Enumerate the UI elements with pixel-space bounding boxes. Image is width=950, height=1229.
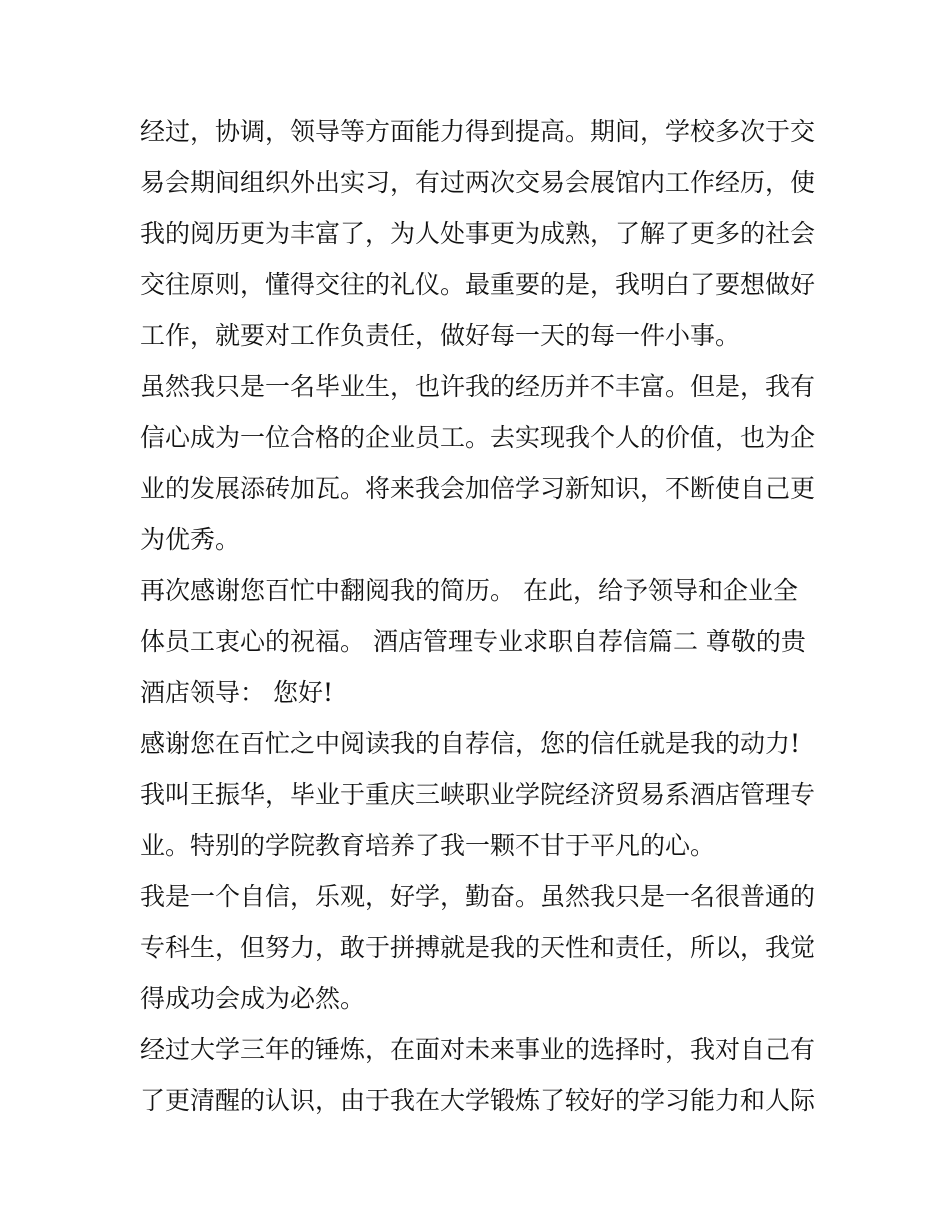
text-line: 虽然我只是一名毕业生，也许我的经历并不丰富。但是，我有 [140, 372, 816, 401]
text-line: 业的发展添砖加瓦。将来我会加倍学习新知识，不断使自己更 [140, 474, 816, 503]
text-line: 交往原则，懂得交往的礼仪。最重要的是，我明白了要想做好 [140, 270, 816, 299]
text-line: 我是一个自信，乐观，好学，勤奋。虽然我只是一名很普通的 [140, 882, 816, 911]
text-line: 再次感谢您百忙中翻阅我的简历。 在此，给予领导和企业全 [140, 576, 798, 605]
document-body [140, 106, 830, 1126]
text-line: 经过大学三年的锤炼，在面对未来事业的选择时，我对自己有 [140, 1035, 816, 1064]
text-line: 体员工衷心的祝福。 酒店管理专业求职自荐信篇二 尊敬的贵 [140, 627, 806, 656]
text-line: 易会期间组织外出实习，有过两次交易会展馆内工作经历，使 [140, 168, 816, 197]
text-line: 经过，协调，领导等方面能力得到提高。期间，学校多次于交 [140, 117, 816, 146]
text-line: 我的阅历更为丰富了，为人处事更为成熟，了解了更多的社会 [140, 219, 816, 248]
text-line: 业。特别的学院教育培养了我一颗不甘于平凡的心。 [140, 831, 716, 860]
text-line: 工作，就要对工作负责任，做好每一天的每一件小事。 [140, 321, 741, 350]
text-line: 了更清醒的认识，由于我在大学锻炼了较好的学习能力和人际 [140, 1086, 816, 1115]
text-line: 我叫王振华，毕业于重庆三峡职业学院经济贸易系酒店管理专 [140, 780, 816, 809]
text-line: 专科生，但努力，敢于拼搏就是我的天性和责任，所以，我觉 [140, 933, 816, 962]
text-line: 感谢您在百忙之中阅读我的自荐信，您的信任就是我的动力! [140, 729, 801, 758]
text-line: 信心成为一位合格的企业员工。去实现我个人的价值，也为企 [140, 423, 816, 452]
text-line: 酒店领导： 您好! [140, 678, 333, 707]
text-line: 得成功会成为必然。 [140, 984, 366, 1013]
text-line: 为优秀。 [140, 525, 241, 554]
